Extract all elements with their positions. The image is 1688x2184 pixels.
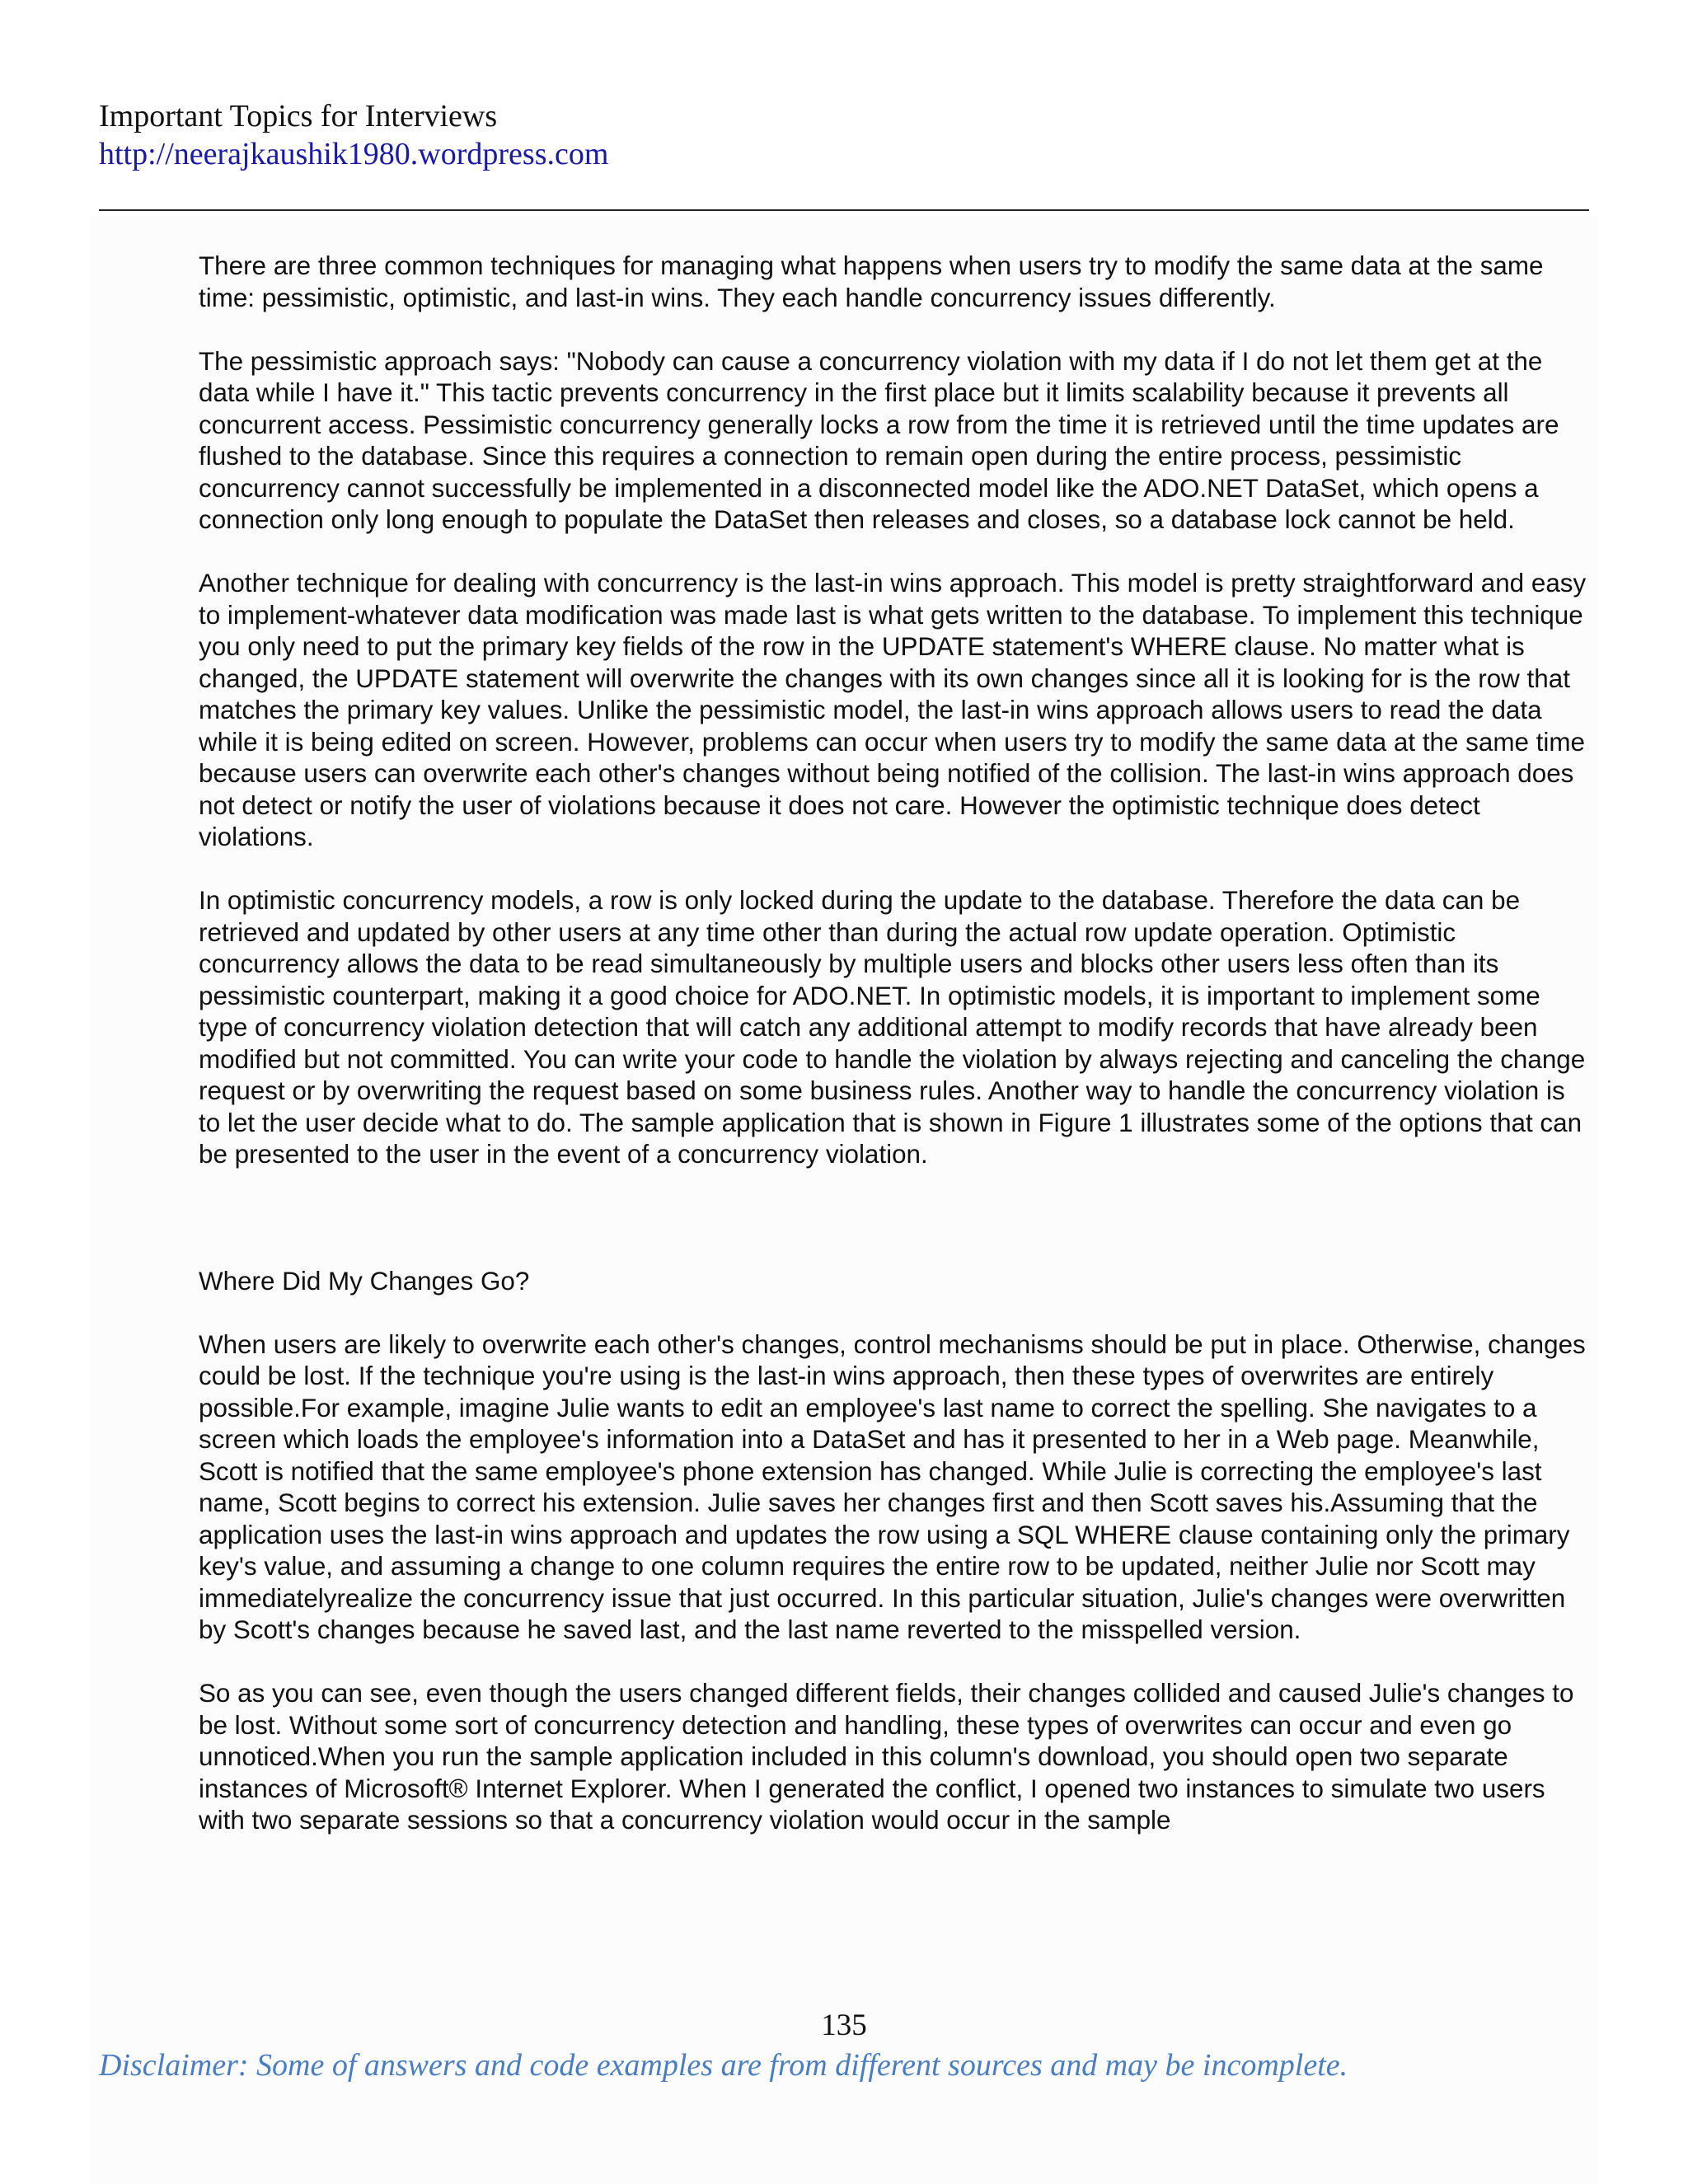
page-header <box>99 97 608 173</box>
section-subheading: Where Did My Changes Go? <box>199 1266 530 1296</box>
article-body <box>199 251 1592 1868</box>
header-divider <box>99 209 1589 211</box>
paragraph-1: There are three common techniques for managing what happens when users try to modify the same data at the same time: pessimistic, optimistic, and last-in wins. They each handle concurrency issues differently. <box>199 251 1544 312</box>
paragraph-6: So as you can see, even though the users changed different fields, their changes collided and caused Julie's changes to be lost. Without some sort of concurrency detection and handling, these types of overwrites can occur and even go unnoticed.When you run the sample application included in this column's download, you should open two separate instances of Microsoft® Internet Explorer. When I generated the conflict, I opened two instances to simulate two users with two separate sessions so that a concurrency violation would occur in the sample <box>199 1679 1574 1835</box>
header-link[interactable]: http://neerajkaushik1980.wordpress.com <box>99 137 609 171</box>
paragraph-3: Another technique for dealing with concurrency is the last-in wins approach. This model is pretty straightforward and easy to implement-whatever data modification was made last is what gets written to the database. To implement this technique you only need to put the primary key fields of the row in the UPDATE statement's WHERE clause. No matter what is changed, the UPDATE statement will overwrite the changes with its own changes since all it is looking for is the row that matches the primary key values. Unlike the pessimistic model, the last-in wins approach allows users to read the data while it is being edited on screen. However, problems can occur when users try to modify the same data at the same time because users can overwrite each other's changes without being notified of the collision. The last-in wins approach does not detect or notify the user of violations because it does not care. However the optimistic technique does detect violations. <box>199 569 1587 851</box>
page-number: 135 <box>821 2008 867 2042</box>
paragraph-2: The pessimistic approach says: "Nobody can cause a concurrency violation with my data if I do not let them get at the data while I have it." This tactic prevents concurrency in the first place but it limits scalability because it prevents all concurrent access. Pessimistic concurrency generally locks a row from the time it is retrieved until the time updates are flushed to the database. Since this requires a connection to remain open during the entire process, pessimistic concurrency cannot successfully be implemented in a disconnected model like the ADO.NET DataSet, which opens a connection only long enough to populate the DataSet then releases and closes, so a database lock cannot be held. <box>199 346 1559 534</box>
paragraph-4: In optimistic concurrency models, a row is only locked during the update to the database. Therefore the data can be retrieved and updated by other users at any time other than during the actual row update operation. Optimistic concurrency allows the data to be read simultaneously by multiple users and blocks other users less often than its pessimistic counterpart, making it a good choice for ADO.NET. In optimistic models, it is important to implement some type of concurrency violation detection that will catch any additional attempt to modify records that have already been modified but not committed. You can write your code to handle the violation by always rejecting and canceling the change request or by overwriting the request based on some business rules. Another way to handle the concurrency violation is to let the user decide what to do. The sample application that is shown in Figure 1 illustrates some of the options that can be presented to the user in the event of a concurrency violation. <box>199 886 1586 1169</box>
disclaimer-text: Disclaimer: Some of answers and code examples are from different sources and may be incomplete. <box>99 2048 1348 2083</box>
paragraph-5: When users are likely to overwrite each other's changes, control mechanisms should be put in place. Otherwise, changes could be lost. If the technique you're using is the last-in wins approach, then these types of overwrites are entirely possible.For example, imagine Julie wants to edit an employee's last name to correct the spelling. She navigates to a screen which loads the employee's information into a DataSet and has it presented to her in a Web page. Meanwhile, Scott is notified that the same employee's phone extension has changed. While Julie is correcting the employee's last name, Scott begins to correct his extension. Julie saves her changes first and then Scott saves his.Assuming that the application uses the last-in wins approach and updates the row using a SQL WHERE clause containing only the primary key's value, and assuming a change to one column requires the entire row to be updated, neither Julie nor Scott may immediatelyrealize the concurrency issue that just occurred. In this particular situation, Julie's changes were overwritten by Scott's changes because he saved last, and the last name reverted to the misspelled version. <box>199 1329 1586 1644</box>
header-title: Important Topics for Interviews <box>99 99 498 134</box>
